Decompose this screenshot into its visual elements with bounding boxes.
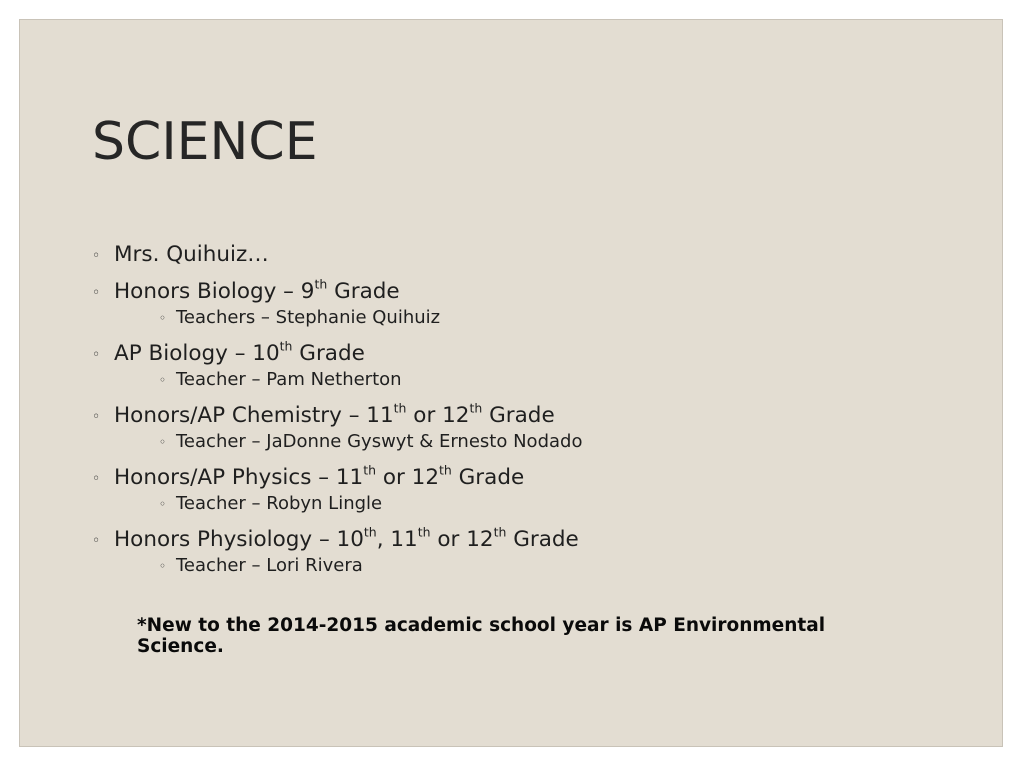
ordinal-suffix: th: [493, 524, 507, 540]
bullet-icon: ◦: [92, 471, 101, 487]
teacher-text: Teachers – Stephanie Quihuiz: [176, 307, 441, 328]
course-grade: Grade: [327, 279, 400, 304]
list-item: [145, 554, 972, 578]
course-name: Honors/AP Chemistry – 11: [114, 403, 394, 428]
course-name: Honors/AP Physics – 11: [114, 465, 364, 490]
teacher-text: Teacher – Lori Rivera: [176, 555, 363, 576]
list-item: [92, 462, 972, 516]
list-item: [92, 242, 972, 268]
bullet-icon: ◦: [92, 347, 101, 363]
course-grade: Grade: [482, 403, 555, 428]
ordinal-suffix: th: [469, 400, 483, 416]
list-item: [145, 368, 972, 392]
course-name: Honors Physiology – 10: [114, 527, 364, 552]
list-item: [145, 306, 972, 330]
course-grade-alt: , 11: [376, 527, 418, 552]
bullet-icon: ◦: [159, 435, 167, 449]
course-name: Honors Biology – 9: [114, 279, 315, 304]
intro-text: Mrs. Quihuiz…: [114, 242, 269, 267]
announcement-note: *New to the 2014-2015 academic school year is AP Environmental Science.: [137, 615, 826, 657]
course-grade-alt: or 12: [375, 465, 440, 490]
bullet-icon: ◦: [159, 373, 167, 387]
ordinal-suffix: th: [439, 462, 452, 478]
teacher-text: Teacher – Pam Netherton: [176, 369, 402, 390]
teacher-text: Teacher – Robyn Lingle: [176, 493, 383, 514]
list-item: [92, 338, 972, 392]
ordinal-suffix: th: [363, 462, 376, 478]
ordinal-suffix: th: [417, 524, 431, 540]
list-item: [92, 276, 972, 330]
ordinal-suffix: th: [314, 276, 328, 292]
ordinal-suffix: th: [279, 338, 293, 354]
slide: [19, 19, 1003, 747]
course-name: AP Biology – 10: [114, 341, 280, 366]
list-item: [92, 524, 972, 578]
bullet-icon: ◦: [92, 533, 101, 549]
list-item: [92, 400, 972, 454]
teacher-text: Teacher – JaDonne Gyswyt & Ernesto Nodado: [176, 431, 583, 452]
bullet-icon: ◦: [159, 497, 167, 511]
list-item: [145, 430, 972, 454]
course-list: [92, 242, 972, 578]
course-grade: Grade: [451, 465, 525, 490]
bullet-icon: ◦: [92, 285, 101, 301]
bullet-icon: ◦: [92, 248, 101, 264]
bullet-icon: ◦: [92, 409, 101, 425]
course-grade: Grade: [292, 341, 365, 366]
course-grade-alt: or 12: [430, 527, 494, 552]
ordinal-suffix: th: [393, 400, 407, 416]
course-grade-alt: or 12: [406, 403, 470, 428]
course-grade: Grade: [506, 527, 579, 552]
ordinal-suffix: th: [363, 524, 377, 540]
list-item: [145, 492, 972, 516]
bullet-icon: ◦: [159, 559, 167, 573]
bullet-icon: ◦: [159, 311, 167, 325]
slide-title: SCIENCE: [92, 112, 318, 172]
